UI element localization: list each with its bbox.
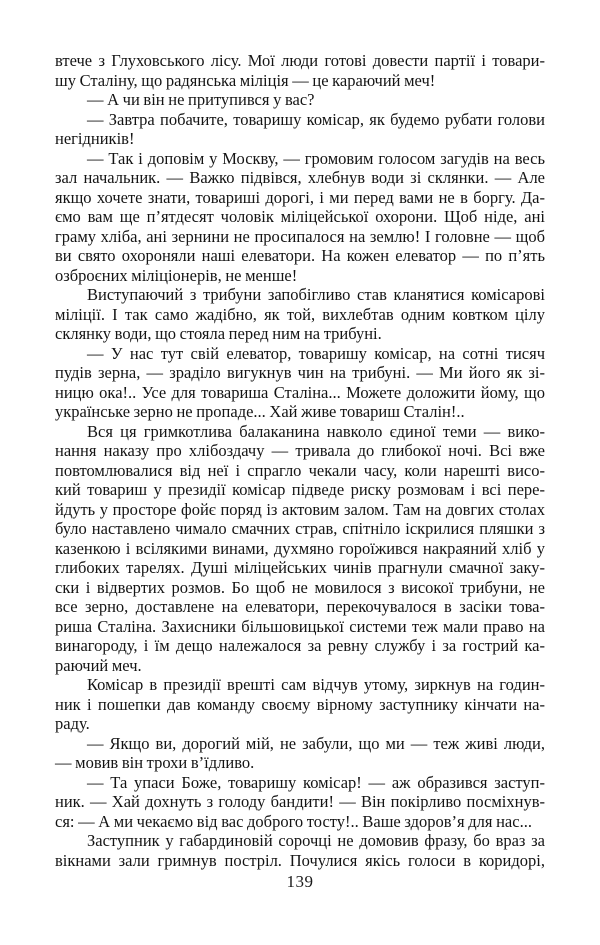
text-line: ся: — А ми чекаємо від вас доброго тосту!.. Ваше здоров’я для нас... [55, 811, 532, 831]
page-text-block [55, 51, 545, 870]
text-line: Виступаючий з трибуни запобігливо став кланятися комісарові [87, 285, 545, 304]
text-line: Вся ця гримкотлива балаканина навколо єдиної теми — вико- [87, 421, 545, 441]
text-line: ницю ока!.. Усе для товариша Сталіна... Можете доложити йому, що [55, 382, 545, 402]
text-line: ник і пошепки дав команду своєму вірному заступнику кінчати на- [55, 694, 545, 714]
text-line: — Завтра побачите, товаришу комісар, як будемо рубати голови [87, 109, 545, 129]
page-number: 139 [286, 872, 314, 891]
text-line: склянку води, що стояла перед ним на трибуні. [55, 324, 382, 343]
text-line: якщо хочете знати, товариші дорогі, і ми перед вами не в боргу. Да- [55, 187, 545, 207]
text-line: раду. [55, 714, 90, 733]
text-line: ник. — Хай дохнуть з голоду бандити! — Він покірливо посміхнув- [55, 792, 545, 811]
text-line: ви свято охороняли наші елеватори. На кожен елеватор — по п’ять [55, 246, 545, 265]
text-line: ємо вам ще п’ятдесят чоловік міліцейської охорони. Щоб ніде, ані [55, 207, 545, 226]
text-line: йдуть у просторе фойє поряд із актовим залом. Там на довгих столах [55, 499, 545, 519]
text-line: винагороду, і їм дещо належалося за ревну службу і за гострий ка- [55, 636, 545, 655]
text-line: кий товариш у президії комісар підведе риску розмовам і всі пере- [55, 480, 545, 499]
text-line: втече з Глуховського лісу. Мої люди готові довести партії і товари- [55, 51, 545, 70]
text-line: озброєних міліціонерів, не менше! [55, 265, 298, 285]
text-line: риша Сталіна. Захисники більшовицької системи теж мали право на [55, 616, 545, 636]
text-line: все зерно, доставлене на елеватори, перекочувалося в засіки това- [55, 597, 545, 616]
text-line: вікнами зали гримнув постріл. Почулися якісь голоси в коридорі, [55, 850, 545, 870]
text-line: шу Сталіну, що радянська міліція — це караючий меч! [55, 70, 436, 90]
text-line: — Якщо ви, дорогий мій, не забули, що ми — теж живі люди, [87, 733, 545, 753]
text-line: — А чи він не притупився у вас? [87, 90, 315, 109]
text-line: українське зерно не пропаде... Хай живе товариш Сталін!.. [55, 402, 465, 421]
text-line: — мовив він трохи в’їдливо. [55, 753, 255, 772]
text-line: міліції. І так само жадібно, як той, вихлебтав одним ковтком цілу [55, 304, 545, 324]
text-line: повтомлювалися від неї і спрагло чекали часу, коли нарешті висо- [55, 460, 545, 480]
text-line: Заступник у габардиновій сорочці не домовив фразу, бо враз за [87, 831, 545, 850]
text-line: — Так і доповім у Москву, — громовим голосом загудів на весь [87, 148, 545, 168]
text-line: Комісар в президії врешті сам відчув утому, зиркнув на годин- [87, 675, 545, 694]
text-line: — У нас тут свій елеватор, товаришу комісар, на сотні тисяч [87, 343, 545, 363]
text-line: глибоких тарелях. Душі міліцейських чинів прагнули смачної заку- [55, 558, 545, 577]
text-line: зал начальник. — Важко підвівся, хлебнув води зі склянки. — Але [55, 168, 545, 187]
text-line: ски і відвертих розмов. Бо щоб не мовилося з високої трибуни, не [55, 577, 545, 597]
text-line: було наставлено чимало смачних страв, спітніло іскрилися пляшки з [55, 519, 545, 538]
text-line: негідників! [55, 129, 135, 148]
text-line: пудів зерна, — зраділо вигукнув чин на трибуні. — Ми його як зі- [55, 363, 545, 382]
text-line: граму хліба, ані зернини не просипалося на землю! І головне — щоб [55, 226, 545, 246]
text-line: раючий меч. [55, 655, 142, 675]
text-line: казенкою і всілякими винами, духмяно гороїжився накраяний хліб у [55, 538, 545, 558]
text-line: нання наказу про хлібоздачу — тривала до глибокої ночі. Всі вже [55, 441, 545, 460]
text-line: — Та упаси Боже, товаришу комісар! — аж образився заступ- [87, 772, 545, 792]
